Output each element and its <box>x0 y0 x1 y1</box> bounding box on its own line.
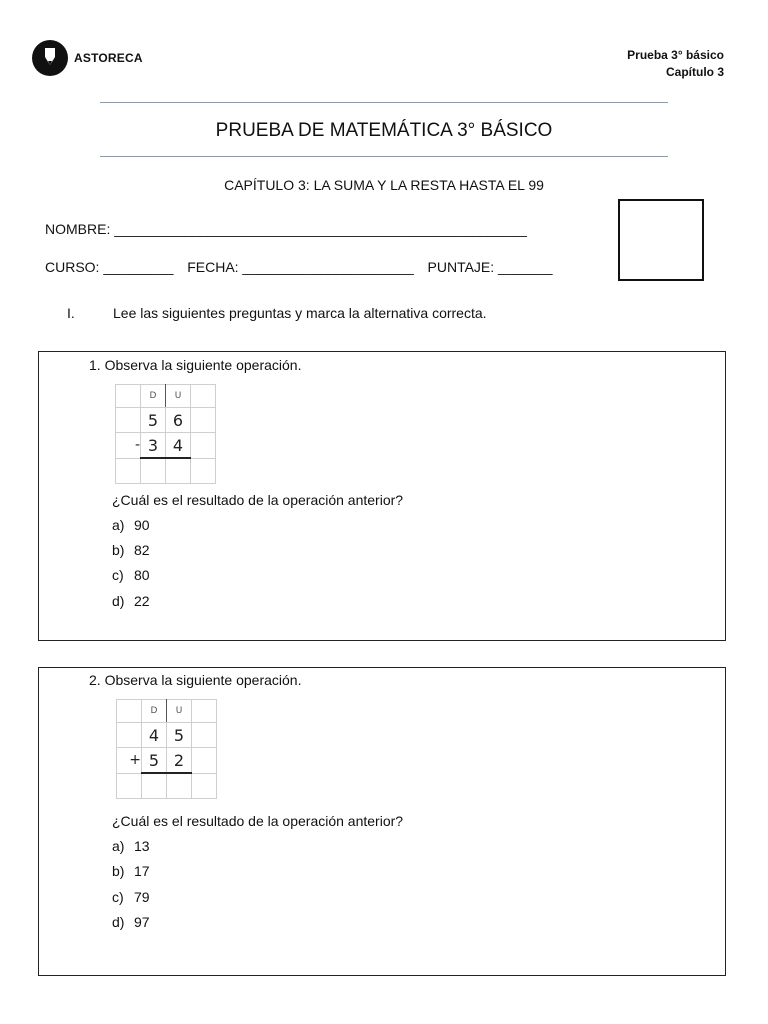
option-a[interactable] <box>112 517 150 533</box>
option-letter: d) <box>112 593 125 609</box>
option-value: 82 <box>134 542 150 558</box>
option-value: 80 <box>134 567 150 583</box>
nombre-field[interactable]: NOMBRE: _____________________________________________________ <box>45 221 527 237</box>
info-fields-row <box>45 259 553 275</box>
pencil-tip-icon <box>32 40 68 76</box>
grid-header-d: D <box>142 700 167 723</box>
operator-sign: + <box>117 748 142 774</box>
option-value: 17 <box>134 863 150 879</box>
option-a[interactable] <box>112 838 150 854</box>
option-value: 79 <box>134 889 150 905</box>
instruction-text: Lee las siguientes preguntas y marca la alternativa correcta. <box>113 305 487 321</box>
grid-cell <box>192 773 217 799</box>
option-value: 13 <box>134 838 150 854</box>
grid-cell <box>191 385 216 408</box>
operator-sign: - <box>116 433 141 459</box>
grid-cell <box>192 723 217 748</box>
operation-grid <box>115 384 216 484</box>
grid-digit: 6 <box>166 408 191 433</box>
grid-cell <box>117 773 142 799</box>
header-chapter: Capítulo 3 <box>665 65 724 79</box>
grid-header-u: U <box>166 385 191 408</box>
question-text: ¿Cuál es el resultado de la operación anterior? <box>112 492 404 508</box>
grid-digit: 4 <box>166 433 191 459</box>
page-subtitle: CAPÍTULO 3: LA SUMA Y LA RESTA HASTA EL 99 <box>224 177 544 193</box>
grid-digit: 5 <box>141 408 166 433</box>
option-value: 90 <box>134 517 150 533</box>
header-test-level: Prueba 3° básico <box>627 48 724 62</box>
grid-cell <box>192 748 217 774</box>
option-c[interactable] <box>112 889 150 905</box>
grid-digit: 3 <box>141 433 166 459</box>
option-d[interactable] <box>112 593 150 609</box>
grid-digit: 5 <box>167 723 192 748</box>
question-box-1 <box>38 351 726 641</box>
option-b[interactable] <box>112 542 150 558</box>
grid-header-u: U <box>167 700 192 723</box>
option-value: 97 <box>134 914 150 930</box>
option-letter: b) <box>112 863 125 879</box>
question-text: ¿Cuál es el resultado de la operación anterior? <box>112 813 404 829</box>
option-b[interactable] <box>112 863 150 879</box>
question-prompt: 1. Observa la siguiente operación. <box>89 357 302 373</box>
grid-digit: 2 <box>167 748 192 774</box>
grid-cell <box>191 458 216 484</box>
option-d[interactable] <box>112 914 150 930</box>
brand-name: ASTORECA <box>74 51 143 65</box>
header-meta <box>627 47 724 81</box>
grid-digit: 4 <box>142 723 167 748</box>
curso-field[interactable]: CURSO: _________ <box>45 259 174 275</box>
question-box-2 <box>38 667 726 976</box>
grid-cell <box>116 385 141 408</box>
option-letter: b) <box>112 542 125 558</box>
fecha-field[interactable]: FECHA: ______________________ <box>187 259 414 275</box>
score-box[interactable] <box>618 199 704 281</box>
title-rule-top <box>100 102 668 103</box>
grid-cell <box>191 433 216 459</box>
grid-cell <box>192 700 217 723</box>
grid-header-d: D <box>141 385 166 408</box>
option-letter: c) <box>112 567 124 583</box>
option-value: 22 <box>134 593 150 609</box>
answer-cell[interactable] <box>167 773 192 799</box>
option-letter: d) <box>112 914 125 930</box>
grid-cell <box>117 700 142 723</box>
option-letter: c) <box>112 889 124 905</box>
answer-cell[interactable] <box>141 458 166 484</box>
grid-digit: 5 <box>142 748 167 774</box>
instruction-number: I. <box>67 305 75 321</box>
grid-cell <box>191 408 216 433</box>
answer-cell[interactable] <box>166 458 191 484</box>
option-letter: a) <box>112 517 125 533</box>
grid-cell <box>116 458 141 484</box>
astoreca-logo <box>32 40 68 76</box>
puntaje-field[interactable]: PUNTAJE: _______ <box>427 259 553 275</box>
title-rule-bottom <box>100 156 668 157</box>
option-c[interactable] <box>112 567 150 583</box>
page-title: PRUEBA DE MATEMÁTICA 3° BÁSICO <box>215 120 553 141</box>
operation-grid <box>116 699 217 799</box>
answer-cell[interactable] <box>142 773 167 799</box>
grid-cell <box>116 408 141 433</box>
option-letter: a) <box>112 838 125 854</box>
grid-cell <box>117 723 142 748</box>
question-prompt: 2. Observa la siguiente operación. <box>89 672 302 688</box>
